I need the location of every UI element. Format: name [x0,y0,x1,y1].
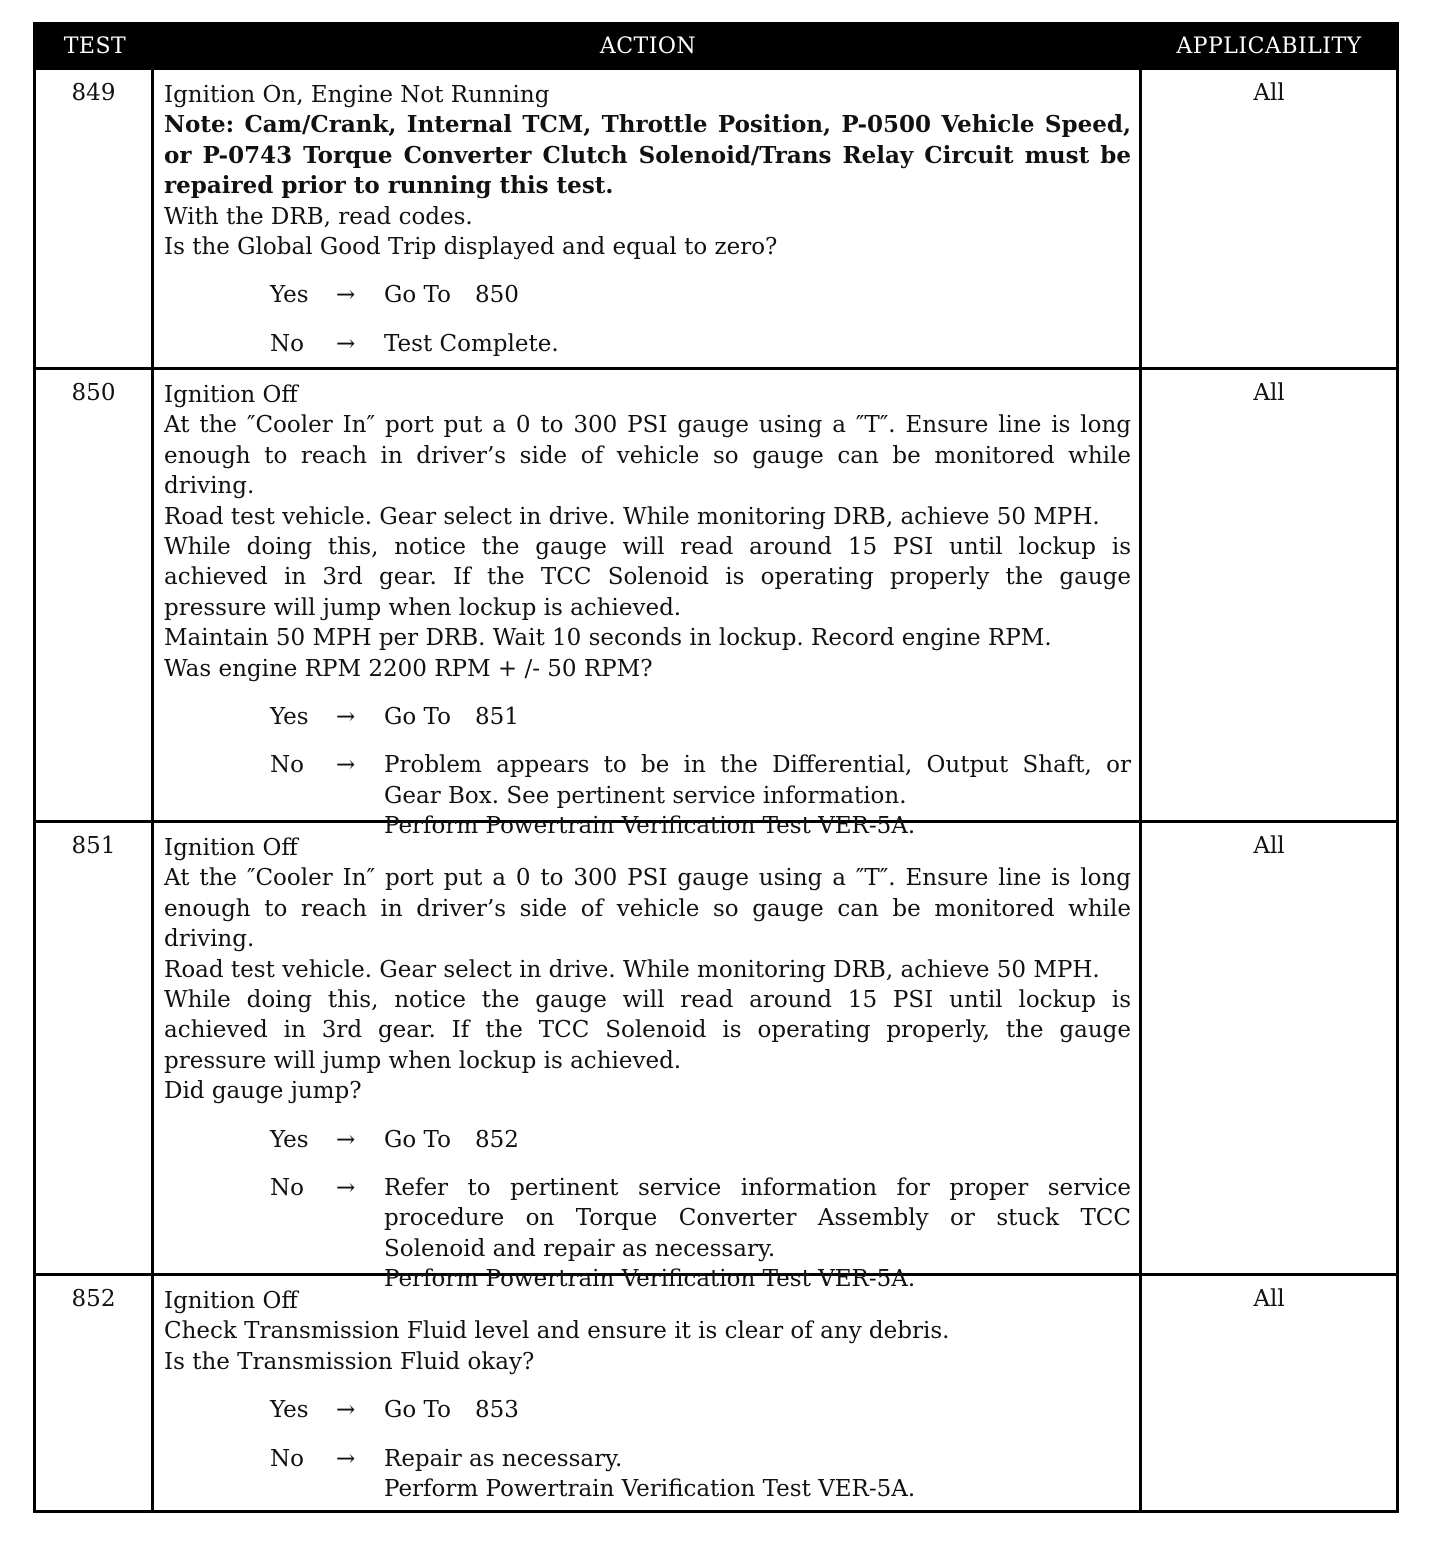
yes-label: Yes [270,1126,309,1153]
action-paragraph: While doing this, notice the gauge will read around 15 PSI until lockup is achieved in 3rd gear. If the TCC Solenoid is operating properly, the gauge pressure will jump when lockup is achieved. [164,987,1131,1074]
no-result-line: Perform Powertrain Verification Test VER-5A. [384,1266,916,1293]
no-option [270,1444,1131,1505]
arrow-right-icon: → [336,282,356,309]
table-row [36,1273,1396,1507]
applicability-value: All [1253,1286,1285,1312]
no-label: No [270,330,304,357]
action-title: Ignition Off [164,835,298,861]
table-row [36,820,1396,1293]
yes-option [270,1395,1131,1425]
test-number: 851 [36,823,154,1303]
applicability-value: All [1253,833,1285,859]
go-to-label: Go To [384,1397,451,1424]
yes-label: Yes [270,282,309,309]
header-applicability: APPLICABILITY [1176,33,1362,59]
action-title: Ignition Off [164,1288,298,1314]
no-result-line: Perform Powertrain Verification Test VER-5A. [384,1476,916,1503]
header-action: ACTION [599,33,697,59]
applicability-value: All [1253,80,1285,106]
no-result-line: Problem appears to be in the Differential, Output Shaft, or Gear Box. See pertinent service information. [384,752,1131,809]
arrow-right-icon: → [336,1445,356,1472]
action-line: Check Transmission Fluid level and ensure it is clear of any debris. [164,1318,950,1345]
action-paragraph: At the ″Cooler In″ port put a 0 to 300 PSI gauge using a ″T″. Ensure line is long enough to reach in driver’s side of vehicle so gauge can be monitored while driving. [164,412,1131,500]
yes-option [270,280,1131,310]
go-to-label: Go To [384,282,451,309]
action-cell [154,823,1142,1303]
action-line: Maintain 50 MPH per DRB. Wait 10 seconds in lockup. Record engine RPM. [164,625,1052,652]
arrow-right-icon: → [336,1126,356,1153]
action-question: Is the Global Good Trip displayed and equal to zero? [164,234,778,261]
action-question: Did gauge jump? [164,1078,362,1105]
go-to-target: 851 [474,704,519,731]
yes-label: Yes [270,1397,309,1424]
arrow-right-icon: → [336,752,356,779]
arrow-right-icon: → [336,1175,356,1202]
test-number: 852 [36,1276,154,1512]
action-line: Road test vehicle. Gear select in drive. While monitoring DRB, achieve 50 MPH. [164,503,1100,530]
go-to-target: 853 [474,1397,519,1424]
no-label: No [270,1445,304,1472]
go-to-target: 852 [474,1126,519,1153]
action-line: Ignition On, Engine Not Running [164,82,550,108]
no-result-line: Repair as necessary. [384,1445,623,1472]
action-question: Is the Transmission Fluid okay? [164,1348,535,1375]
go-to-label: Go To [384,1126,451,1153]
action-cell [154,370,1142,850]
action-line: With the DRB, read codes. [164,203,473,230]
yes-label: Yes [270,704,309,731]
action-paragraph: At the ″Cooler In″ port put a 0 to 300 PSI gauge using a ″T″. Ensure line is long enough to reach in driver’s side of vehicle so gauge can be monitored while driving. [164,865,1131,953]
no-option [270,329,1131,359]
yes-option [270,702,1131,732]
action-title: Ignition Off [164,382,298,408]
action-cell [154,1276,1142,1512]
arrow-right-icon: → [336,330,356,357]
test-number: 849 [36,70,154,367]
test-number: 850 [36,370,154,850]
go-to-label: Go To [384,704,451,731]
arrow-right-icon: → [336,1397,356,1424]
yes-option [270,1125,1131,1155]
no-result-line: Test Complete. [384,330,559,357]
go-to-target: 850 [474,282,519,309]
action-question: Was engine RPM 2200 RPM + /- 50 RPM? [164,655,653,682]
arrow-right-icon: → [336,704,356,731]
header-test: TEST [63,33,127,59]
table-header [36,25,1396,67]
action-note: Note: Cam/Crank, Internal TCM, Throttle Position, P-0500 Vehicle Speed, or P-0743 Torque Converter Clutch Solenoid/Trans Relay Circuit must be repaired prior to running this test. [164,111,1131,200]
no-label: No [270,752,304,779]
no-label: No [270,1175,304,1202]
diagnostic-test-table [33,22,1399,1513]
action-cell [154,70,1142,367]
action-line: Road test vehicle. Gear select in drive. While monitoring DRB, achieve 50 MPH. [164,956,1100,983]
action-paragraph: While doing this, notice the gauge will read around 15 PSI until lockup is achieved in 3rd gear. If the TCC Solenoid is operating properly the gauge pressure will jump when lockup is achieved. [164,534,1131,621]
no-result-line: Perform Powertrain Verification Test VER-5A. [384,813,916,840]
table-row [36,67,1396,367]
applicability-value: All [1253,380,1285,406]
table-row [36,367,1396,840]
no-result-line: Refer to pertinent service information for proper service procedure on Torque Converter Assembly or stuck TCC Solenoid and repair as necessary. [384,1175,1131,1262]
